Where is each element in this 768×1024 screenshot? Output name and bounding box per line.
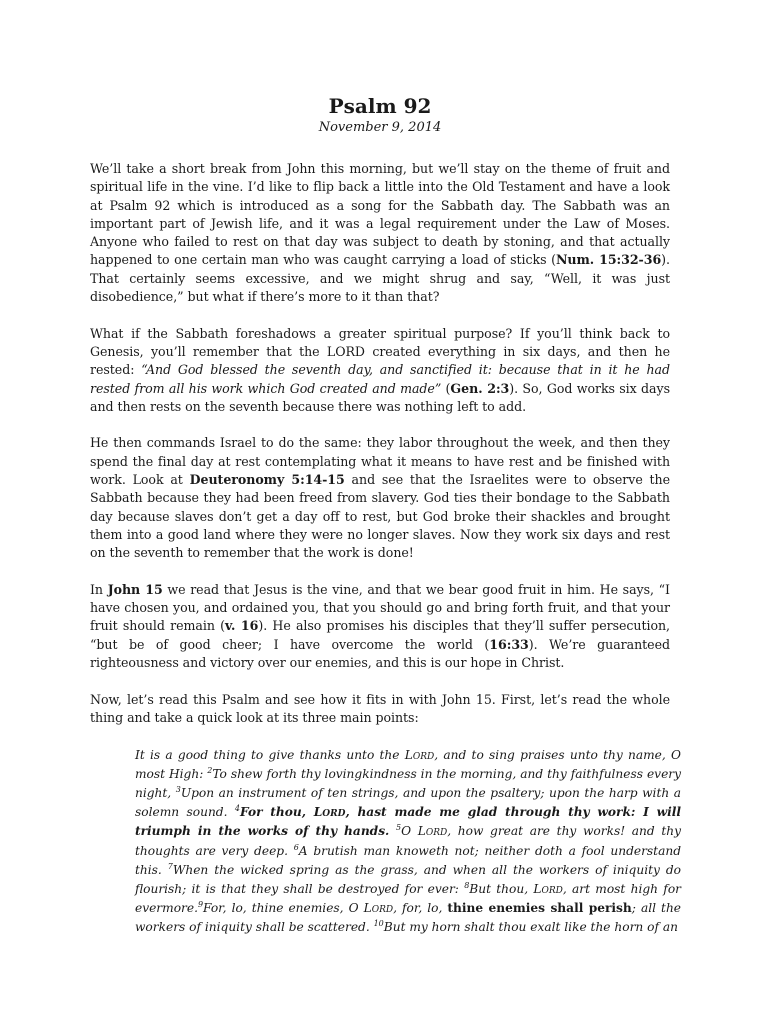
quote-run: , for, lo, <box>393 901 448 916</box>
quote-run: ; all the workers of iniquity shall be scattered. <box>135 901 681 935</box>
quote-run: To shew forth thy lovingkindness in the morning, and thy faithfulness every night, <box>135 766 681 800</box>
verse-number: 10 <box>373 919 384 929</box>
quote-run: , hast made me glad through thy work: I will triumph in the works of thy hands. <box>135 805 681 839</box>
verse-number: 5 <box>395 823 402 833</box>
verse-number: 7 <box>167 861 173 871</box>
verse-number: 8 <box>464 880 470 890</box>
quote-run: When the wicked spring as the grass, and when all the workers of iniquity do flourish; it is that they shall be destroyed for ever: <box>135 862 681 896</box>
quote-run: , how great are thy works! and thy thoughts are very deep. <box>135 824 682 858</box>
body-text <box>90 160 670 727</box>
document-title: Psalm 92 <box>328 94 432 118</box>
quote-run <box>389 824 396 838</box>
text-run: ). He also promises his disciples that they’ll suffer persecution, “but be of good cheer; I have overcome the world ( <box>90 618 670 652</box>
text-run: ). We’re guaranteed righteousness and victory over our enemies, and this is our hope in Christ. <box>90 636 670 671</box>
quote-run: , art most high for evermore. <box>135 881 681 916</box>
quote-run: For thou, <box>239 805 314 820</box>
verse-number: 9 <box>197 900 204 910</box>
quote-run: , and to sing praises unto thy name, O most High: <box>135 747 681 781</box>
verse-number: 3 <box>175 784 181 794</box>
psalm-quotation <box>135 746 681 938</box>
quote-run: But thou, <box>469 881 534 896</box>
scripture-reference: John 15 <box>107 581 163 597</box>
scripture-reference: Gen. 2:3 <box>450 380 510 396</box>
scripture-reference: Num. 15:32-36 <box>555 252 662 268</box>
text-run: He then commands Israel to do the same: they labor throughout the week, and then they spend the final day at rest contemplating what it means to have rest and be finished with work. Look at <box>90 435 670 488</box>
quote-run: Lord <box>363 901 394 916</box>
text-run: and see that the Israelites were to observe the Sabbath because they had been freed from slavery. God ties their bondage to the Sabbath day because slaves don’t get a day off to rest, but God broke their shackles and brought them into a good land where they were no longer slaves. Now they work six days and rest on the seventh to remember that the work is done! <box>90 472 671 561</box>
quote-run: But my horn shalt thou exalt like the horn of an <box>383 920 678 935</box>
verse-number: 2 <box>207 765 213 775</box>
text-run: ). That certainly seems excessive, and we might shrug and say, “Well, it was just disobedience,” but what if there’s more to it than that? <box>90 252 670 305</box>
quote-run: A brutish man knoweth not; neither doth a fool understand this. <box>135 843 682 877</box>
body-paragraph <box>90 691 670 728</box>
scripture-reference: Deuteronomy 5:14-15 <box>189 472 345 488</box>
body-paragraph <box>90 434 670 562</box>
text-run: ). So, God works six days and then rests on the seventh because there was nothing left to add. <box>90 380 670 414</box>
scripture-reference: v. 16 <box>224 618 259 634</box>
body-paragraph <box>90 325 670 416</box>
quote-run: For, lo, thine enemies, O <box>203 901 364 916</box>
quote-run: Lord <box>313 805 346 820</box>
text-run: We’ll take a short break from John this morning, but we’ll stay on the theme of fruit and spiritual life in the vine. I’d like to flip back a little into the Old Testament and have a look at Psalm 92 which is introduced as a song for the Sabbath day. The Sabbath was an important part of Jewish life, and it was a legal requirement under the Law of Moses. Anyone who failed to rest on that day was subject to death by stoning, and that actually happened to one certain man who was caught carrying a load of sticks ( <box>90 161 670 268</box>
text-run: Now, let’s read this Psalm and see how it fits in with John 15. First, let’s read the whole thing and take a quick look at its three main points: <box>90 691 670 725</box>
scripture-reference: 16:33 <box>489 636 529 652</box>
quote-run: It is a good thing to give thanks unto the <box>135 747 405 762</box>
quote-run: O <box>401 824 418 839</box>
text-run: we read that Jesus is the vine, and that we bear good fruit in him. He says, “I have chosen you, and ordained you, that you should go and bring forth fruit, and that your fruit should remain ( <box>90 581 670 634</box>
text-run: In <box>90 581 108 597</box>
quote-run: Lord <box>404 747 435 762</box>
scripture-citation: “And God blessed the seventh day, and sanctified it: because that in it he had rested from all his work which God created and made” <box>90 362 671 396</box>
document-date: November 9, 2014 <box>318 120 442 135</box>
body-paragraph <box>90 581 670 672</box>
body-paragraph <box>90 160 670 306</box>
text-run: ( <box>441 380 451 396</box>
quote-run: Upon an instrument of ten strings, and upon the psaltery; upon the harp with a solemn sound. <box>135 785 681 820</box>
text-run: What if the Sabbath foreshadows a greater spiritual purpose? If you’ll think back to Genesis, you’ll remember that the LORD created everything in six days, and then he rested: <box>90 325 670 378</box>
quote-run: thine enemies shall perish <box>447 901 632 916</box>
quote-run: Lord <box>417 824 448 839</box>
quote-run: Lord <box>533 881 563 896</box>
verse-number: 4 <box>234 804 240 814</box>
verse-number: 6 <box>293 842 299 852</box>
